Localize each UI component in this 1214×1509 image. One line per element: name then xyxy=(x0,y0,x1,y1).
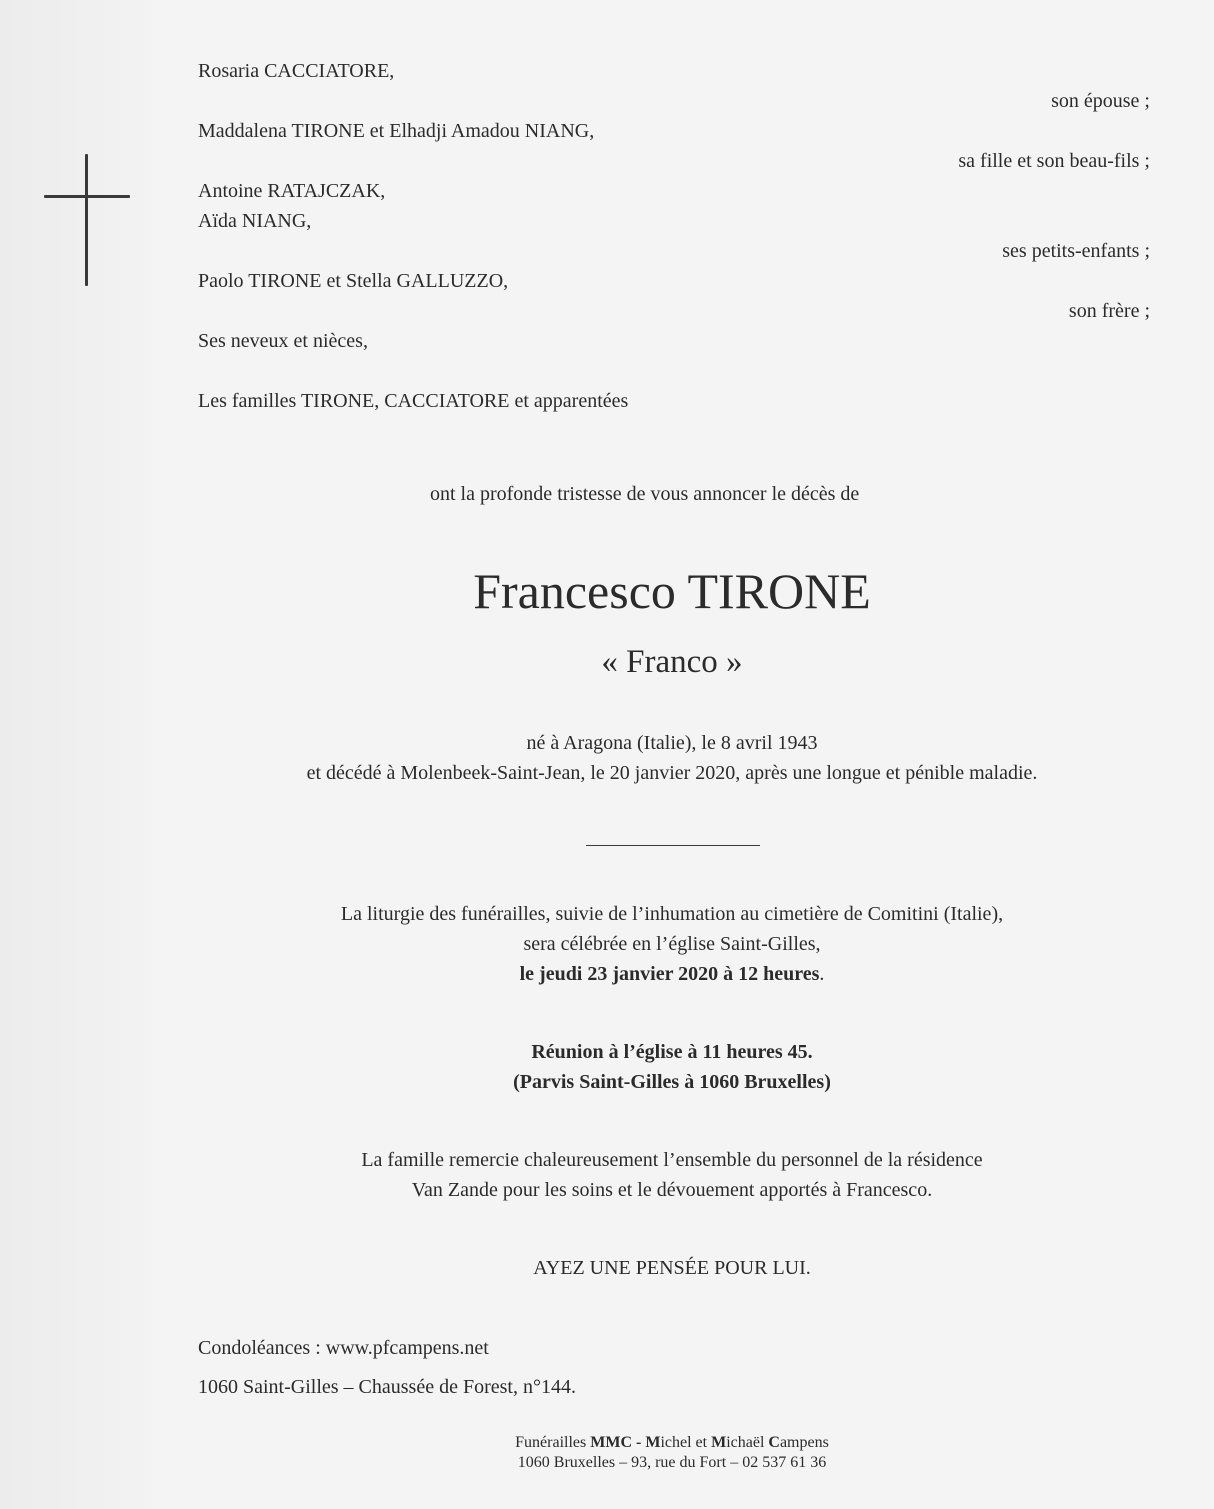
thanks-line-1: La famille remercie chaleureusement l’ensemble du personnel de la résidence xyxy=(361,1149,983,1171)
footer-part: ampens xyxy=(779,1434,829,1451)
meeting-line-1: Réunion à l’église à 11 heures 45. xyxy=(531,1041,813,1063)
separator-rule xyxy=(586,845,760,846)
meeting-line-2: (Parvis Saint-Gilles à 1060 Bruxelles) xyxy=(513,1071,831,1093)
thanks-line-2: Van Zande pour les soins et le dévouement apportés à Francesco. xyxy=(411,1179,933,1201)
funeral-date-end: . xyxy=(819,963,825,985)
footer-part: M xyxy=(711,1434,727,1451)
family-relation-3: ses petits-enfants ; xyxy=(1002,240,1150,262)
cross-icon xyxy=(44,154,130,288)
family-name-5: Ses neveux et nièces, xyxy=(198,330,368,352)
announcement-text: ont la profonde tristesse de vous annoncer le décès de xyxy=(430,483,860,505)
condolences-text: Condoléances : www.pfcampens.net xyxy=(198,1337,489,1359)
family-name-1: Rosaria CACCIATORE, xyxy=(198,60,395,82)
footer-part: ichel et xyxy=(660,1434,712,1451)
funeral-date-line xyxy=(152,962,1192,986)
footer-part: MMC - M xyxy=(590,1434,661,1451)
footer-line-2: 1060 Bruxelles – 93, rue du Fort – 02 537 61 36 xyxy=(517,1454,827,1471)
footer-part: ichaël xyxy=(726,1434,769,1451)
funeral-date: le jeudi 23 janvier 2020 à 12 heures xyxy=(519,963,820,985)
birth-line: né à Aragona (Italie), le 8 avril 1943 xyxy=(526,732,818,754)
deceased-nickname: « Franco » xyxy=(601,644,743,680)
family-relation-4: son frère ; xyxy=(1068,300,1150,322)
family-relation-1: son épouse ; xyxy=(1051,90,1150,112)
family-name-2: Maddalena TIRONE et Elhadji Amadou NIANG, xyxy=(198,120,595,142)
death-line: et décédé à Molenbeek-Saint-Jean, le 20 janvier 2020, après une longue et pénible maladie. xyxy=(306,762,1038,784)
footer-part: Funérailles xyxy=(515,1434,591,1451)
footer-line-1 xyxy=(152,1433,1192,1453)
family-name-3a: Antoine RATAJCZAK, xyxy=(198,180,386,202)
funeral-line-2: sera célébrée en l’église Saint-Gilles, xyxy=(523,933,821,955)
family-name-3b: Aïda NIANG, xyxy=(198,210,312,232)
address-text: 1060 Saint-Gilles – Chaussée de Forest, n°144. xyxy=(198,1376,576,1398)
family-name-6: Les familles TIRONE, CACCIATORE et apparentées xyxy=(198,390,629,412)
family-name-4: Paolo TIRONE et Stella GALLUZZO, xyxy=(198,270,509,292)
closing-text: AYEZ UNE PENSÉE POUR LUI. xyxy=(533,1257,811,1279)
family-relation-2: sa fille et son beau-fils ; xyxy=(958,150,1150,172)
footer-part: C xyxy=(768,1434,780,1451)
deceased-name: Francesco TIRONE xyxy=(473,563,871,619)
funeral-line-1: La liturgie des funérailles, suivie de l’inhumation au cimetière de Comitini (Italie), xyxy=(340,903,1004,925)
